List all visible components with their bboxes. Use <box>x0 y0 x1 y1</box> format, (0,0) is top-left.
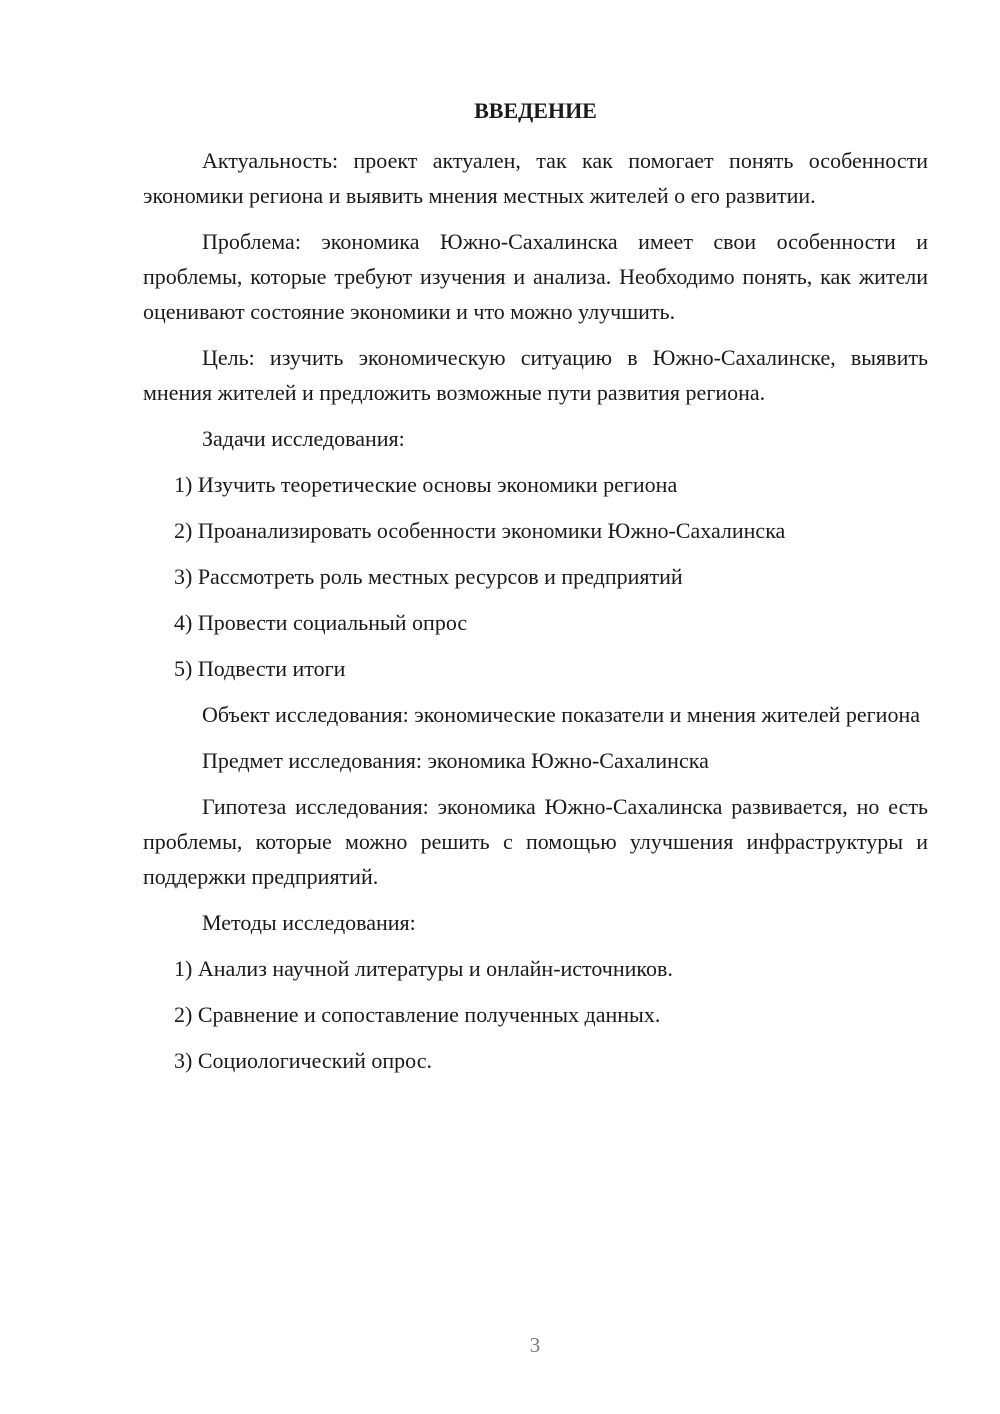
goal-paragraph: Цель: изучить экономическую ситуацию в Южно-Сахалинске, выявить мнения жителей и предложить возможные пути развития региона. <box>143 345 928 405</box>
list-item: 3) Социологический опрос. <box>174 1048 432 1073</box>
object-paragraph: Объект исследования: экономические показатели и мнения жителей региона <box>202 702 920 727</box>
list-item: 1) Анализ научной литературы и онлайн-источников. <box>174 956 673 981</box>
tasks-list <box>143 467 928 686</box>
methods-list <box>143 951 928 1078</box>
subject-paragraph: Предмет исследования: экономика Южно-Сахалинска <box>202 748 709 773</box>
list-item: 2) Проанализировать особенности экономики Южно-Сахалинска <box>174 518 786 543</box>
relevance-paragraph: Актуальность: проект актуален, так как помогает понять особенности экономики региона и выявить мнения местных жителей о его развитии. <box>143 148 928 208</box>
hypothesis-paragraph: Гипотеза исследования: экономика Южно-Сахалинска развивается, но есть проблемы, которые можно решить с помощью улучшения инфраструктуры и поддержки предприятий. <box>143 794 928 889</box>
list-item: 1) Изучить теоретические основы экономики региона <box>174 472 678 497</box>
page-number: 3 <box>529 1333 541 1357</box>
list-item: 3) Рассмотреть роль местных ресурсов и предприятий <box>174 564 683 589</box>
document-body <box>143 143 928 1089</box>
problem-paragraph: Проблема: экономика Южно-Сахалинска имеет свои особенности и проблемы, которые требуют изучения и анализа. Необходимо понять, как жители оценивают состояние экономики и что можно улучшить. <box>143 229 928 324</box>
list-item: 4) Провести социальный опрос <box>174 610 468 635</box>
page-title: ВВЕДЕНИЕ <box>474 98 597 123</box>
list-item: 5) Подвести итоги <box>174 656 346 681</box>
tasks-heading: Задачи исследования: <box>202 426 405 451</box>
methods-heading: Методы исследования: <box>202 910 416 935</box>
list-item: 2) Сравнение и сопоставление полученных данных. <box>174 1002 661 1027</box>
